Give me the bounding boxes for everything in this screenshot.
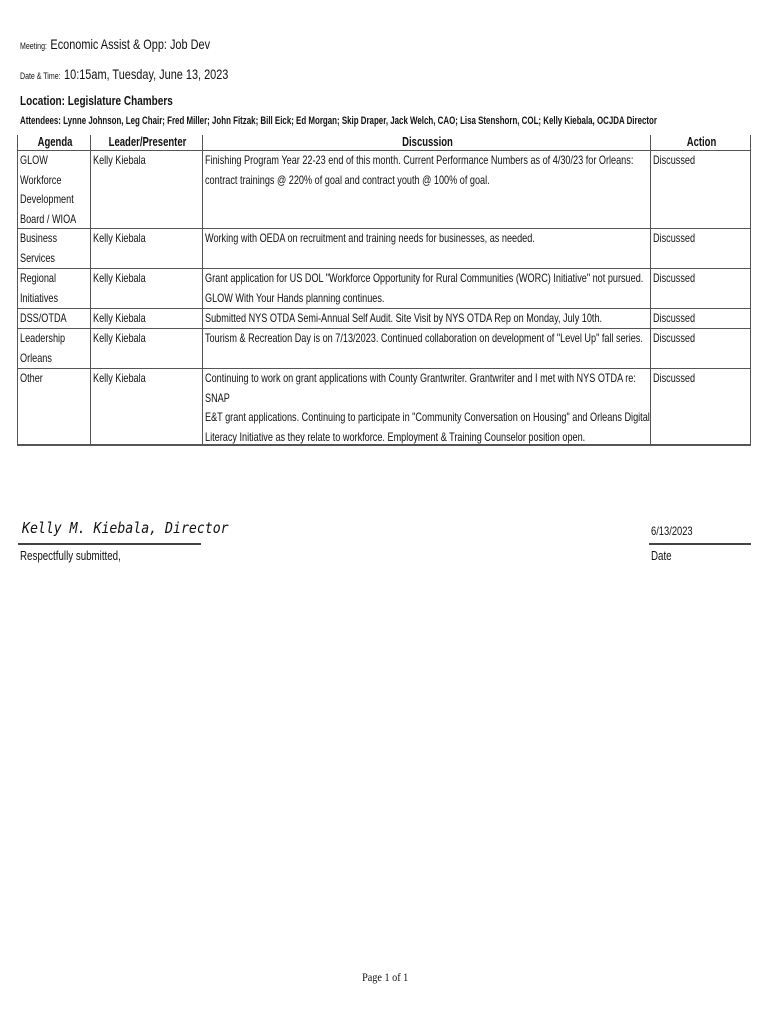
leader-cell: Kelly Kiebala: [90, 269, 202, 309]
header-agenda: Agenda: [17, 135, 90, 151]
leader-cell: Kelly Kiebala: [90, 369, 202, 446]
datetime-label: Date & Time:: [20, 71, 61, 81]
discussion-cell: Finishing Program Year 22-23 end of this month. Current Performance Numbers as of 4/30/23 for Orleans: contract trainings @ 220% of goal and contract youth @ 100% of goal.: [202, 151, 650, 229]
header-leader: Leader/Presenter: [90, 135, 202, 151]
action-cell: Discussed: [650, 369, 751, 446]
table-row: [17, 269, 751, 309]
agenda-cell: GLOW Workforce Development Board / WIOA: [17, 151, 90, 229]
leader-cell: Kelly Kiebala: [90, 309, 202, 329]
table-row: [17, 329, 751, 369]
date-value: 6/13/2023: [651, 524, 693, 538]
discussion-cell: Tourism & Recreation Day is on 7/13/2023. Continued collaboration on development of "Level Up" fall series.: [202, 329, 650, 369]
datetime-line: [20, 66, 228, 84]
discussion-cell: Working with OEDA on recruitment and training needs for businesses, as needed.: [202, 229, 650, 269]
signature-line: [18, 543, 201, 545]
agenda-cell: Business Services: [17, 229, 90, 269]
meeting-line: [20, 36, 210, 54]
submitted-label: Respectfully submitted,: [20, 549, 121, 563]
header-discussion: Discussion: [202, 135, 650, 151]
minutes-table: [17, 135, 751, 446]
discussion-cell: Grant application for US DOL "Workforce Opportunity for Rural Communities (WORC) Initiative" not pursued. GLOW With Your Hands planning continues.: [202, 269, 650, 309]
table-header-row: [17, 135, 751, 151]
leader-cell: Kelly Kiebala: [90, 329, 202, 369]
attendees-line: Attendees: Lynne Johnson, Leg Chair; Fred Miller; John Fitzak; Bill Eick; Ed Morgan; Skip Draper, Jack Welch, CAO; Lisa Stenshorn, COL; Kelly Kiebala, OCJDA Director: [20, 115, 657, 127]
page-number: Page 1 of 1: [361, 970, 409, 984]
action-cell: Discussed: [650, 329, 751, 369]
header-action: Action: [650, 135, 751, 151]
agenda-cell: Other: [17, 369, 90, 446]
table-row: [17, 309, 751, 329]
agenda-cell: DSS/OTDA: [17, 309, 90, 329]
date-line: [649, 543, 751, 545]
table-row: [17, 229, 751, 269]
action-cell: Discussed: [650, 309, 751, 329]
leader-cell: Kelly Kiebala: [90, 229, 202, 269]
agenda-cell: Regional Initiatives: [17, 269, 90, 309]
action-cell: Discussed: [650, 151, 751, 229]
datetime-value: 10:15am, Tuesday, June 13, 2023: [64, 66, 229, 82]
signature: Kelly M. Kiebala, Director: [22, 519, 229, 537]
action-cell: Discussed: [650, 229, 751, 269]
discussion-cell: Submitted NYS OTDA Semi-Annual Self Audit. Site Visit by NYS OTDA Rep on Monday, July 10th.: [202, 309, 650, 329]
meeting-label: Meeting:: [20, 41, 47, 51]
discussion-cell: Continuing to work on grant applications with County Grantwriter. Grantwriter and I met with NYS OTDA re: SNAP E&T grant applications. Continuing to participate in "Community Conversation on Housing" and Orleans Digital Literacy Initiative as they relate to workforce. Employment & Training Counselor position open.: [202, 369, 650, 446]
meeting-value: Economic Assist & Opp: Job Dev: [50, 36, 211, 52]
table-row: [17, 369, 751, 446]
action-cell: Discussed: [650, 269, 751, 309]
table-row: [17, 151, 751, 229]
agenda-cell: Leadership Orleans: [17, 329, 90, 369]
location-line: Location: Legislature Chambers: [20, 94, 173, 108]
leader-cell: Kelly Kiebala: [90, 151, 202, 229]
date-label: Date: [651, 549, 672, 563]
